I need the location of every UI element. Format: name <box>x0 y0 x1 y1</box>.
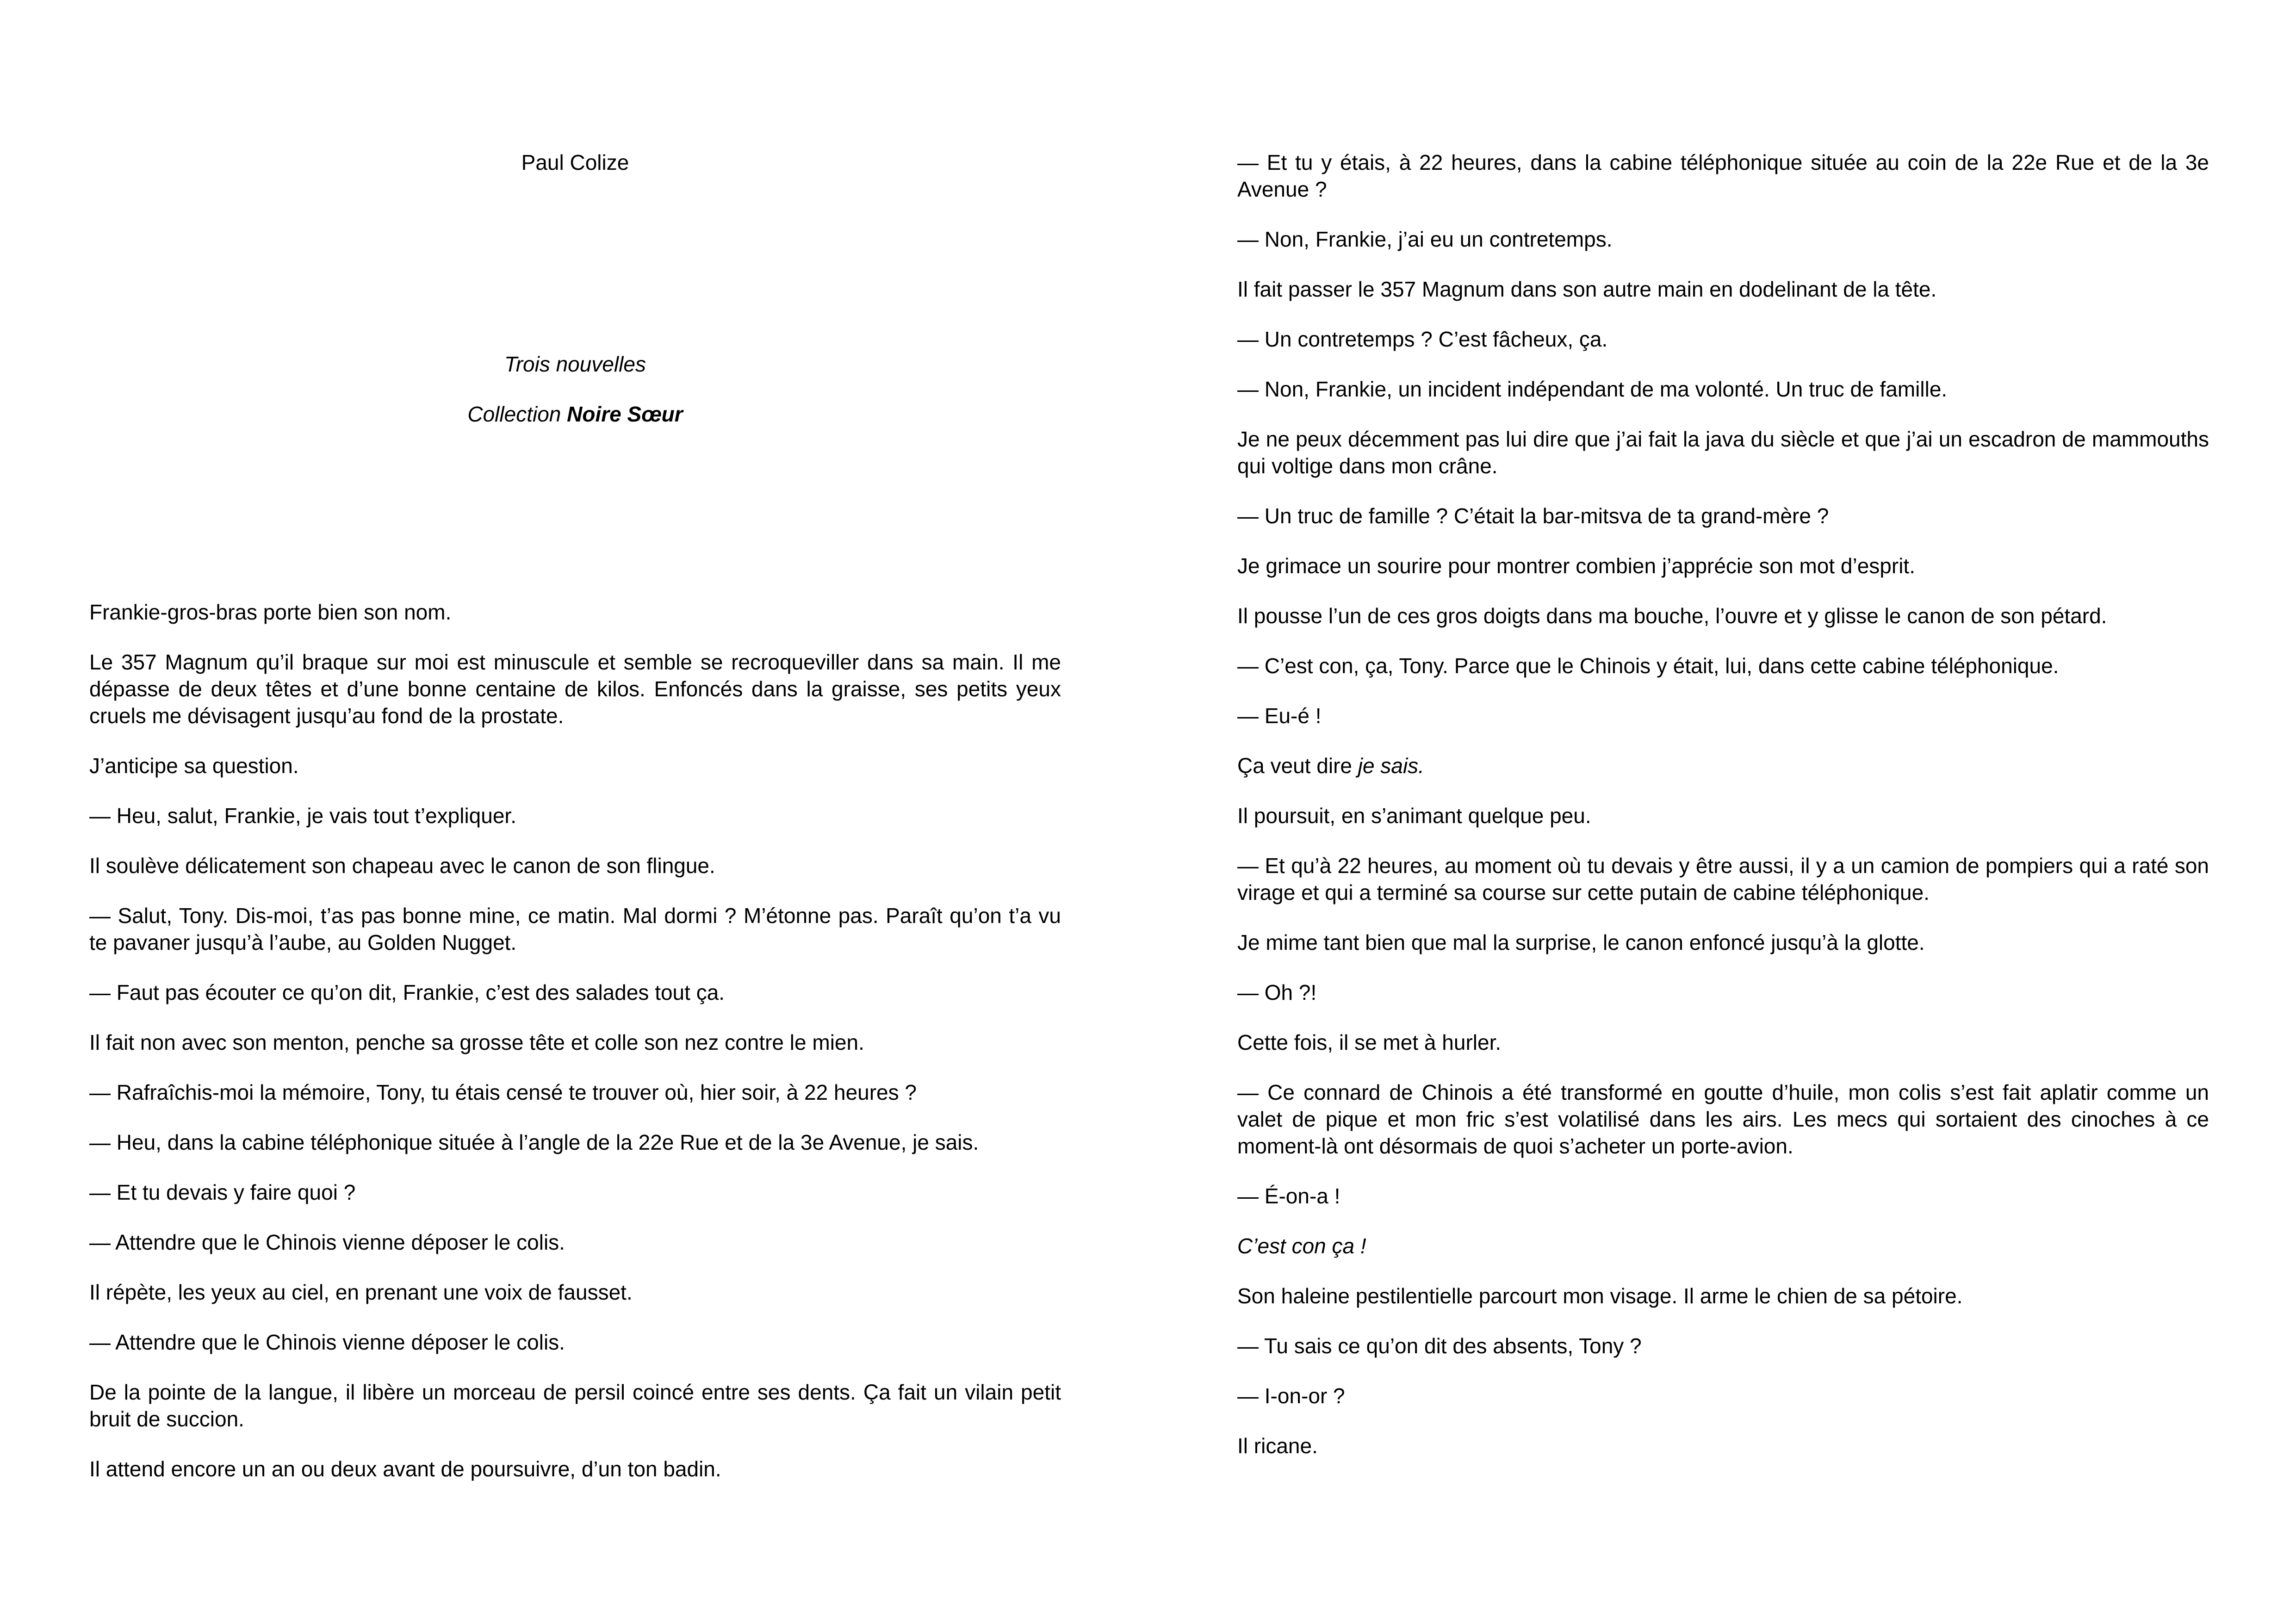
paragraph: — Heu, salut, Frankie, je vais tout t’expliquer. <box>89 804 516 828</box>
paragraph: — Tu sais ce qu’on dit des absents, Tony ? <box>1237 1334 1642 1358</box>
paragraph: Il fait passer le 357 Magnum dans son autre main en dodelinant de la tête. <box>1237 277 1937 301</box>
paragraph: — Et qu’à 22 heures, au moment où tu devais y être aussi, il y a un camion de pompiers qui a raté son virage et qui a terminé sa course sur cette putain de cabine téléphonique. <box>1237 854 2215 904</box>
paragraph: De la pointe de la langue, il libère un morceau de persil coincé entre ses dents. Ça fait un vilain petit bruit de succion. <box>89 1380 1067 1431</box>
paragraph: — Eu-é ! <box>1237 704 1322 728</box>
paragraph: — Oh ?! <box>1237 980 1317 1004</box>
right-story-text <box>1237 149 2215 1482</box>
paragraph: Il attend encore un an ou deux avant de poursuivre, d’un ton badin. <box>89 1457 721 1481</box>
author-name: Paul Colize <box>521 150 629 174</box>
collection-line <box>89 401 1061 427</box>
paragraph: Je ne peux décemment pas lui dire que j’ai fait la java du siècle et que j’ai un escadron de mammouths qui voltige dans mon crâne. <box>1237 427 2215 478</box>
paragraph: — I-on-or ? <box>1237 1384 1345 1408</box>
paragraph: — Et tu devais y faire quoi ? <box>89 1180 356 1204</box>
paragraph: — Non, Frankie, j’ai eu un contretemps. <box>1237 227 1613 251</box>
paragraph: Il soulève délicatement son chapeau avec le canon de son flingue. <box>89 854 715 878</box>
paragraph: — Heu, dans la cabine téléphonique située à l’angle de la 22e Rue et de la 3e Avenue, je sais. <box>89 1130 979 1154</box>
paragraph: — Non, Frankie, un incident indépendant de ma volonté. Un truc de famille. <box>1237 377 1948 401</box>
paragraph: Il ricane. <box>1237 1434 1318 1458</box>
paragraph: J’anticipe sa question. <box>89 754 299 778</box>
paragraph-text: Ça veut dire <box>1237 754 1358 778</box>
paragraph: Son haleine pestilentielle parcourt mon visage. Il arme le chien de sa pétoire. <box>1237 1284 1963 1308</box>
collection-prefix: Collection <box>467 402 567 426</box>
paragraph: — Attendre que le Chinois vienne déposer le colis. <box>89 1330 565 1354</box>
paragraph: Je mime tant bien que mal la surprise, le canon enfoncé jusqu’à la glotte. <box>1237 930 1925 954</box>
paragraph: — Un contretemps ? C’est fâcheux, ça. <box>1237 327 1608 351</box>
paragraph: — Faut pas écouter ce qu’on dit, Frankie, c’est des salades tout ça. <box>89 980 725 1004</box>
paragraph: Je grimace un sourire pour montrer combien j’apprécie son mot d’esprit. <box>1237 554 1915 578</box>
paragraph: Il pousse l’un de ces gros doigts dans ma bouche, l’ouvre et y glisse le canon de son pétard. <box>1237 604 2107 628</box>
collection-name: Noire Sœur <box>567 402 683 426</box>
paragraph: — Un truc de famille ? C’était la bar-mitsva de ta grand-mère ? <box>1237 504 1829 528</box>
italic-text: je sais. <box>1358 754 1424 778</box>
paragraph: — Ce connard de Chinois a été transformé en goutte d’huile, mon colis s’est fait aplatir comme un valet de pique et mon fric s’est volatilisé dans les airs. Les mecs qui sortaient des cinoches à ce moment-là ont désormais de quoi s’acheter un porte-avion. <box>1237 1080 2215 1158</box>
paragraph: — É-on-a ! <box>1237 1184 1340 1208</box>
paragraph: Il poursuit, en s’animant quelque peu. <box>1237 804 1591 828</box>
paragraph: Il fait non avec son menton, penche sa grosse tête et colle son nez contre le mien. <box>89 1030 864 1054</box>
paragraph: Frankie-gros-bras porte bien son nom. <box>89 600 452 624</box>
paragraph: Le 357 Magnum qu’il braque sur moi est minuscule et semble se recroqueviller dans sa main. Il me dépasse de deux têtes et d’une bonne centaine de kilos. Enfoncés dans la graisse, ses petits yeux cruels me dévisagent jusqu’au fond de la prostate. <box>89 650 1067 728</box>
paragraph: — Attendre que le Chinois vienne déposer le colis. <box>89 1230 565 1254</box>
front-matter <box>89 149 1061 427</box>
left-story-text <box>89 599 1067 1505</box>
right-page <box>1148 0 2296 1623</box>
paragraph: — C’est con, ça, Tony. Parce que le Chinois y était, lui, dans cette cabine téléphonique. <box>1237 654 2059 678</box>
paragraph: — Rafraîchis-moi la mémoire, Tony, tu étais censé te trouver où, hier soir, à 22 heures ? <box>89 1080 917 1104</box>
paragraph-mixed <box>1237 752 2209 779</box>
book-subtitle: Trois nouvelles <box>504 352 646 376</box>
paragraph-italic: C’est con ça ! <box>1237 1234 1366 1258</box>
paragraph: — Salut, Tony. Dis-moi, t’as pas bonne mine, ce matin. Mal dormi ? M’étonne pas. Paraît qu’on t’a vu te pavaner jusqu’à l’aube, au Golden Nugget. <box>89 904 1067 954</box>
paragraph: Il répète, les yeux au ciel, en prenant une voix de fausset. <box>89 1280 633 1304</box>
paragraph: — Et tu y étais, à 22 heures, dans la cabine téléphonique située au coin de la 22e Rue et de la 3e Avenue ? <box>1237 150 2214 201</box>
paragraph: Cette fois, il se met à hurler. <box>1237 1030 1502 1054</box>
